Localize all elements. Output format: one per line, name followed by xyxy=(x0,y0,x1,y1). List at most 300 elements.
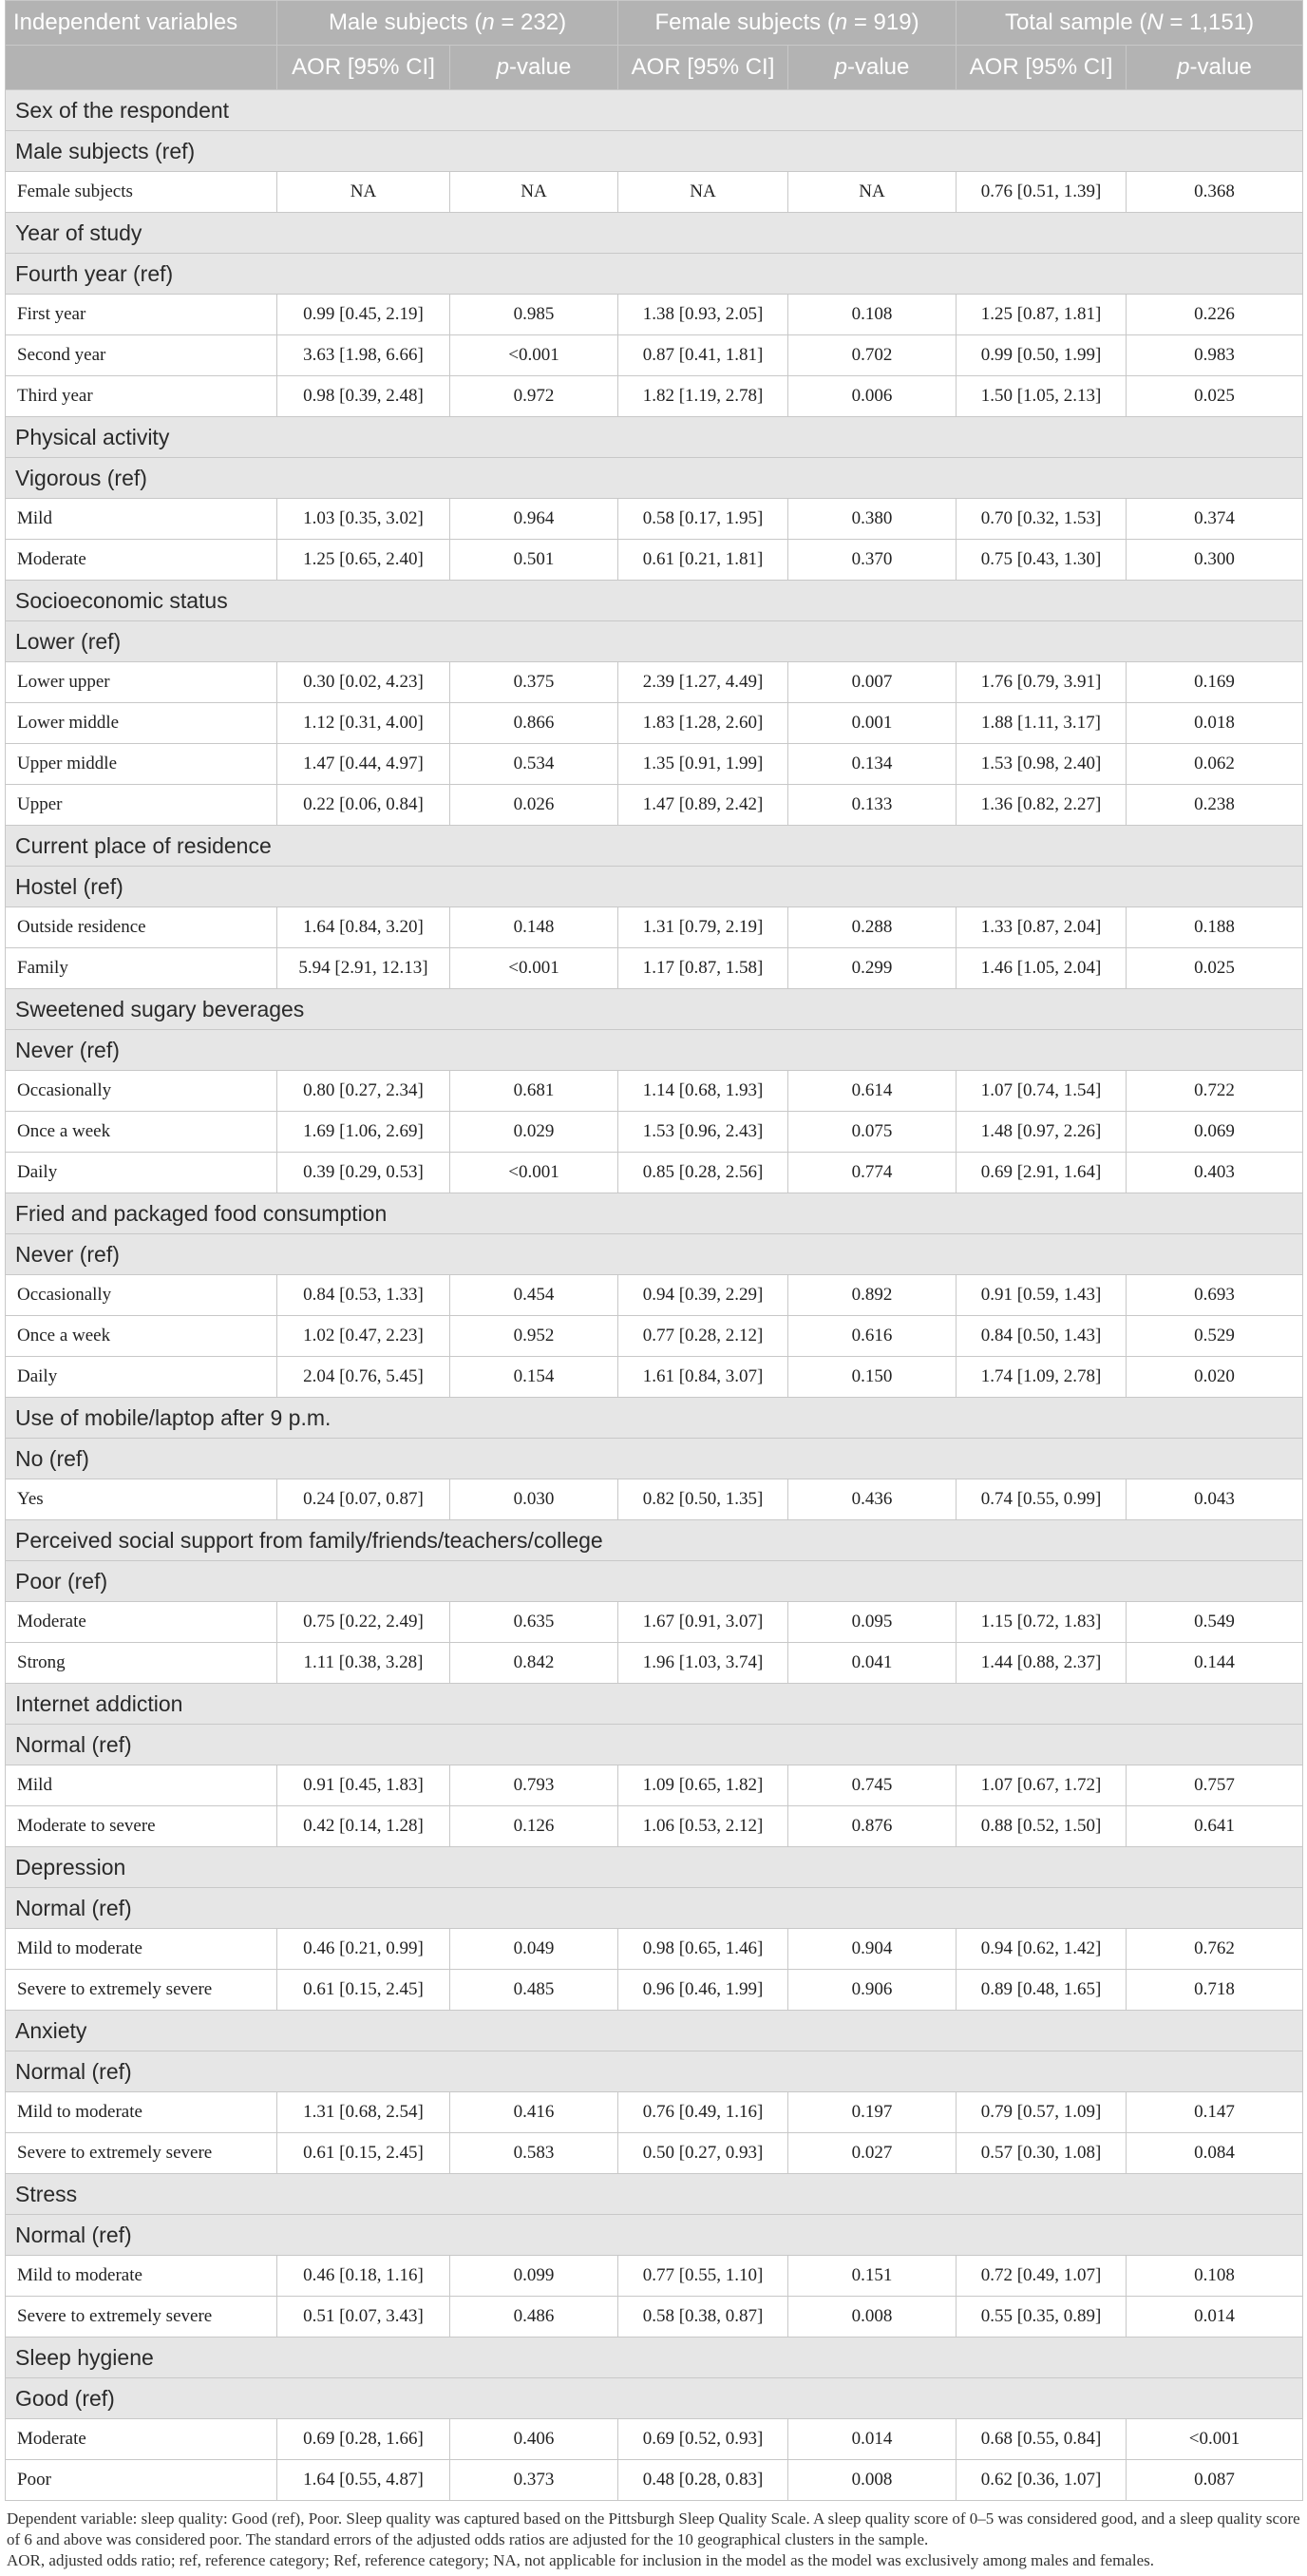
row-label: Mild to moderate xyxy=(6,1929,277,1970)
header-row-groups xyxy=(6,1,1303,46)
female-p-value-cell: 0.133 xyxy=(788,785,957,826)
male-aor-cell: 0.61 [0.15, 2.45] xyxy=(277,2133,450,2174)
female-aor-cell: 0.98 [0.65, 1.46] xyxy=(618,1929,788,1970)
section-title: Socioeconomic status xyxy=(6,581,1303,621)
male-aor-cell: 1.31 [0.68, 2.54] xyxy=(277,2092,450,2133)
reference-category: Hostel (ref) xyxy=(6,867,1303,907)
male-aor-cell: 0.69 [0.28, 1.66] xyxy=(277,2419,450,2460)
female-aor-cell: 0.69 [0.52, 0.93] xyxy=(618,2419,788,2460)
section-title: Internet addiction xyxy=(6,1684,1303,1725)
row-label: Mild to moderate xyxy=(6,2256,277,2297)
female-p-value-cell: 0.370 xyxy=(788,540,957,581)
male-p-value-cell: 0.026 xyxy=(450,785,618,826)
female-p-value-cell: 0.288 xyxy=(788,907,957,948)
total-p-value-cell: 0.108 xyxy=(1127,2256,1303,2297)
male-p-value-cell: 0.406 xyxy=(450,2419,618,2460)
total-p-value-cell: 0.226 xyxy=(1127,295,1303,335)
male-aor-cell: 0.42 [0.14, 1.28] xyxy=(277,1806,450,1847)
total-p-value-cell: 0.529 xyxy=(1127,1316,1303,1357)
footnotes xyxy=(5,2509,1302,2571)
male-p-value-cell: 0.126 xyxy=(450,1806,618,1847)
section-header-row xyxy=(6,1193,1303,1234)
male-aor-cell: 0.61 [0.15, 2.45] xyxy=(277,1970,450,2011)
reference-category: Fourth year (ref) xyxy=(6,254,1303,295)
total-p-value-cell: 0.020 xyxy=(1127,1357,1303,1398)
total-aor-cell: 0.91 [0.59, 1.43] xyxy=(957,1275,1127,1316)
total-p-value-cell: 0.025 xyxy=(1127,948,1303,989)
section-header-row xyxy=(6,826,1303,867)
total-p-value-cell: 0.147 xyxy=(1127,2092,1303,2133)
female-p-value-cell: 0.745 xyxy=(788,1765,957,1806)
total-p-value-cell: 0.368 xyxy=(1127,172,1303,213)
total-p-value-cell: 0.014 xyxy=(1127,2297,1303,2337)
female-aor-cell: 1.09 [0.65, 1.82] xyxy=(618,1765,788,1806)
table-body xyxy=(6,90,1303,2501)
table-row xyxy=(6,948,1303,989)
total-aor-cell: 1.25 [0.87, 1.81] xyxy=(957,295,1127,335)
row-label: Upper middle xyxy=(6,744,277,785)
female-aor-cell: 0.87 [0.41, 1.81] xyxy=(618,335,788,376)
section-header-row xyxy=(6,1398,1303,1439)
reference-category-row xyxy=(6,2215,1303,2256)
table-row xyxy=(6,1316,1303,1357)
reference-category: Poor (ref) xyxy=(6,1561,1303,1602)
male-aor-cell: 0.91 [0.45, 1.83] xyxy=(277,1765,450,1806)
table-row xyxy=(6,172,1303,213)
total-p-value-cell: 0.300 xyxy=(1127,540,1303,581)
female-aor-cell: 0.77 [0.28, 2.12] xyxy=(618,1316,788,1357)
male-aor-cell: 1.69 [1.06, 2.69] xyxy=(277,1112,450,1153)
total-p-value-cell: 0.062 xyxy=(1127,744,1303,785)
row-label: Once a week xyxy=(6,1316,277,1357)
reference-category-row xyxy=(6,1888,1303,1929)
female-p-value-cell: 0.876 xyxy=(788,1806,957,1847)
reference-category-row xyxy=(6,254,1303,295)
total-p-value-cell: 0.018 xyxy=(1127,703,1303,744)
total-p-value-cell: 0.169 xyxy=(1127,662,1303,703)
total-p-value-cell: 0.043 xyxy=(1127,1479,1303,1520)
total-p-value-cell: 0.374 xyxy=(1127,499,1303,540)
section-header-row xyxy=(6,213,1303,254)
male-p-value-cell: 0.583 xyxy=(450,2133,618,2174)
reference-category-row xyxy=(6,458,1303,499)
male-aor-cell: 0.84 [0.53, 1.33] xyxy=(277,1275,450,1316)
female-aor-cell: 1.61 [0.84, 3.07] xyxy=(618,1357,788,1398)
table-row xyxy=(6,1602,1303,1643)
footnote-dependent-variable: Dependent variable: sleep quality: Good (ref), Poor. Sleep quality was captured based on the Pittsburgh Sleep Quality Scale. A sleep quality score of 0–5 was considered good, and a sleep quality score of 6 and above was considered poor. The standard errors of the adjusted odds ratios are adjusted for the 10 geographical clusters in the sample. xyxy=(7,2509,1300,2548)
total-aor-cell: 1.53 [0.98, 2.40] xyxy=(957,744,1127,785)
female-aor-cell: 1.35 [0.91, 1.99] xyxy=(618,744,788,785)
total-p-value-cell: 0.722 xyxy=(1127,1071,1303,1112)
table-row xyxy=(6,2297,1303,2337)
total-aor-cell: 1.46 [1.05, 2.04] xyxy=(957,948,1127,989)
section-header-row xyxy=(6,90,1303,131)
male-aor-cell: 1.03 [0.35, 3.02] xyxy=(277,499,450,540)
total-p-value-cell: 0.718 xyxy=(1127,1970,1303,2011)
table-row xyxy=(6,335,1303,376)
female-aor-cell: 1.96 [1.03, 3.74] xyxy=(618,1643,788,1684)
female-aor-cell: 0.50 [0.27, 0.93] xyxy=(618,2133,788,2174)
male-p-value-cell: <0.001 xyxy=(450,1153,618,1193)
female-aor-cell: 1.53 [0.96, 2.43] xyxy=(618,1112,788,1153)
male-aor-cell: 0.98 [0.39, 2.48] xyxy=(277,376,450,417)
header-row-columns xyxy=(6,46,1303,90)
male-p-value-cell: 0.534 xyxy=(450,744,618,785)
total-p-value-cell: 0.641 xyxy=(1127,1806,1303,1847)
female-p-value-cell: 0.616 xyxy=(788,1316,957,1357)
total-aor-cell: 1.74 [1.09, 2.78] xyxy=(957,1357,1127,1398)
female-aor-cell: 0.94 [0.39, 2.29] xyxy=(618,1275,788,1316)
female-p-value-cell: NA xyxy=(788,172,957,213)
female-p-value-cell: 0.095 xyxy=(788,1602,957,1643)
total-p-value-cell: 0.069 xyxy=(1127,1112,1303,1153)
female-p-value-cell: 0.892 xyxy=(788,1275,957,1316)
row-label: Female subjects xyxy=(6,172,277,213)
female-p-value-cell: 0.436 xyxy=(788,1479,957,1520)
reference-category: Normal (ref) xyxy=(6,2051,1303,2092)
header-group-total: Total sample (N = 1,151) xyxy=(957,1,1303,46)
female-aor-cell: 1.14 [0.68, 1.93] xyxy=(618,1071,788,1112)
table-row xyxy=(6,1112,1303,1153)
male-p-value-cell: 0.842 xyxy=(450,1643,618,1684)
section-header-row xyxy=(6,1520,1303,1561)
total-aor-cell: 1.88 [1.11, 3.17] xyxy=(957,703,1127,744)
male-p-value-cell: 0.964 xyxy=(450,499,618,540)
table-row xyxy=(6,1357,1303,1398)
female-p-value-cell: 0.904 xyxy=(788,1929,957,1970)
male-p-value-cell: 0.485 xyxy=(450,1970,618,2011)
row-label: Mild xyxy=(6,1765,277,1806)
row-label: Severe to extremely severe xyxy=(6,2133,277,2174)
total-aor-cell: 1.07 [0.67, 1.72] xyxy=(957,1765,1127,1806)
row-label: Third year xyxy=(6,376,277,417)
total-p-value-cell: 0.084 xyxy=(1127,2133,1303,2174)
male-aor-cell: 1.47 [0.44, 4.97] xyxy=(277,744,450,785)
female-p-value-cell: 0.299 xyxy=(788,948,957,989)
male-aor-cell: 1.64 [0.84, 3.20] xyxy=(277,907,450,948)
male-p-value-cell: 0.985 xyxy=(450,295,618,335)
male-p-value-cell: NA xyxy=(450,172,618,213)
table-row xyxy=(6,1643,1303,1684)
table-row xyxy=(6,2460,1303,2501)
female-aor-cell: 0.76 [0.49, 1.16] xyxy=(618,2092,788,2133)
reference-category-row xyxy=(6,867,1303,907)
reference-category: Normal (ref) xyxy=(6,1888,1303,1929)
male-aor-cell: 0.46 [0.18, 1.16] xyxy=(277,2256,450,2297)
header-p-value: p-value xyxy=(788,46,957,90)
female-p-value-cell: 0.134 xyxy=(788,744,957,785)
reference-category: No (ref) xyxy=(6,1439,1303,1479)
female-p-value-cell: 0.014 xyxy=(788,2419,957,2460)
total-aor-cell: 1.48 [0.97, 2.26] xyxy=(957,1112,1127,1153)
table-row xyxy=(6,1765,1303,1806)
reference-category-row xyxy=(6,2051,1303,2092)
female-p-value-cell: 0.007 xyxy=(788,662,957,703)
total-aor-cell: 0.84 [0.50, 1.43] xyxy=(957,1316,1127,1357)
total-p-value-cell: 0.757 xyxy=(1127,1765,1303,1806)
total-p-value-cell: 0.025 xyxy=(1127,376,1303,417)
male-p-value-cell: 0.454 xyxy=(450,1275,618,1316)
total-aor-cell: 0.68 [0.55, 0.84] xyxy=(957,2419,1127,2460)
section-header-row xyxy=(6,2174,1303,2215)
reference-category: Normal (ref) xyxy=(6,1725,1303,1765)
female-aor-cell: 1.31 [0.79, 2.19] xyxy=(618,907,788,948)
reference-category: Never (ref) xyxy=(6,1030,1303,1071)
female-p-value-cell: 0.041 xyxy=(788,1643,957,1684)
male-aor-cell: NA xyxy=(277,172,450,213)
header-aor: AOR [95% CI] xyxy=(957,46,1127,90)
total-aor-cell: 1.07 [0.74, 1.54] xyxy=(957,1071,1127,1112)
row-label: Daily xyxy=(6,1357,277,1398)
header-group-female: Female subjects (n = 919) xyxy=(618,1,957,46)
row-label: Second year xyxy=(6,335,277,376)
female-p-value-cell: 0.108 xyxy=(788,295,957,335)
total-aor-cell: 0.99 [0.50, 1.99] xyxy=(957,335,1127,376)
female-aor-cell: 0.82 [0.50, 1.35] xyxy=(618,1479,788,1520)
male-aor-cell: 2.04 [0.76, 5.45] xyxy=(277,1357,450,1398)
male-aor-cell: 1.64 [0.55, 4.87] xyxy=(277,2460,450,2501)
male-aor-cell: 5.94 [2.91, 12.13] xyxy=(277,948,450,989)
row-label: Outside residence xyxy=(6,907,277,948)
row-label: Occasionally xyxy=(6,1071,277,1112)
total-aor-cell: 0.57 [0.30, 1.08] xyxy=(957,2133,1127,2174)
female-p-value-cell: 0.197 xyxy=(788,2092,957,2133)
row-label: Poor xyxy=(6,2460,277,2501)
total-aor-cell: 0.79 [0.57, 1.09] xyxy=(957,2092,1127,2133)
female-aor-cell: 1.47 [0.89, 2.42] xyxy=(618,785,788,826)
row-label: Occasionally xyxy=(6,1275,277,1316)
header-aor: AOR [95% CI] xyxy=(277,46,450,90)
male-p-value-cell: 0.866 xyxy=(450,703,618,744)
female-p-value-cell: 0.614 xyxy=(788,1071,957,1112)
section-header-row xyxy=(6,1847,1303,1888)
row-label: Mild to moderate xyxy=(6,2092,277,2133)
male-aor-cell: 1.02 [0.47, 2.23] xyxy=(277,1316,450,1357)
total-aor-cell: 0.70 [0.32, 1.53] xyxy=(957,499,1127,540)
section-title: Current place of residence xyxy=(6,826,1303,867)
total-p-value-cell: <0.001 xyxy=(1127,2419,1303,2460)
section-header-row xyxy=(6,2011,1303,2051)
reference-category: Good (ref) xyxy=(6,2378,1303,2419)
row-label: Strong xyxy=(6,1643,277,1684)
total-aor-cell: 0.69 [2.91, 1.64] xyxy=(957,1153,1127,1193)
row-label: Moderate xyxy=(6,540,277,581)
female-p-value-cell: 0.774 xyxy=(788,1153,957,1193)
header-independent-variables: Independent variables xyxy=(6,1,277,46)
header-blank xyxy=(6,46,277,90)
total-p-value-cell: 0.403 xyxy=(1127,1153,1303,1193)
row-label: Upper xyxy=(6,785,277,826)
female-aor-cell: 0.58 [0.17, 1.95] xyxy=(618,499,788,540)
male-aor-cell: 0.30 [0.02, 4.23] xyxy=(277,662,450,703)
row-label: Lower upper xyxy=(6,662,277,703)
female-aor-cell: NA xyxy=(618,172,788,213)
male-p-value-cell: 0.486 xyxy=(450,2297,618,2337)
footnote-abbreviations: AOR, adjusted odds ratio; ref, reference category; Ref, reference category; NA, not applicable for inclusion in the model as the model was exclusively among males and females. xyxy=(7,2551,1154,2569)
female-p-value-cell: 0.151 xyxy=(788,2256,957,2297)
row-label: Moderate xyxy=(6,1602,277,1643)
section-header-row xyxy=(6,1684,1303,1725)
male-p-value-cell: 0.375 xyxy=(450,662,618,703)
male-aor-cell: 0.24 [0.07, 0.87] xyxy=(277,1479,450,1520)
female-aor-cell: 0.61 [0.21, 1.81] xyxy=(618,540,788,581)
table-row xyxy=(6,907,1303,948)
row-label: Severe to extremely severe xyxy=(6,2297,277,2337)
header-p-value: p-value xyxy=(1127,46,1303,90)
male-p-value-cell: 0.681 xyxy=(450,1071,618,1112)
total-aor-cell: 1.44 [0.88, 2.37] xyxy=(957,1643,1127,1684)
female-aor-cell: 1.82 [1.19, 2.78] xyxy=(618,376,788,417)
female-aor-cell: 1.06 [0.53, 2.12] xyxy=(618,1806,788,1847)
reference-category-row xyxy=(6,131,1303,172)
female-p-value-cell: 0.906 xyxy=(788,1970,957,2011)
male-aor-cell: 0.51 [0.07, 3.43] xyxy=(277,2297,450,2337)
female-p-value-cell: 0.380 xyxy=(788,499,957,540)
row-label: Mild xyxy=(6,499,277,540)
row-label: Yes xyxy=(6,1479,277,1520)
table-row xyxy=(6,744,1303,785)
section-title: Stress xyxy=(6,2174,1303,2215)
reference-category: Never (ref) xyxy=(6,1234,1303,1275)
total-aor-cell: 0.89 [0.48, 1.65] xyxy=(957,1970,1127,2011)
total-p-value-cell: 0.188 xyxy=(1127,907,1303,948)
reference-category-row xyxy=(6,621,1303,662)
male-aor-cell: 0.99 [0.45, 2.19] xyxy=(277,295,450,335)
section-title: Sleep hygiene xyxy=(6,2337,1303,2378)
table-row xyxy=(6,2133,1303,2174)
male-aor-cell: 0.75 [0.22, 2.49] xyxy=(277,1602,450,1643)
total-aor-cell: 1.15 [0.72, 1.83] xyxy=(957,1602,1127,1643)
female-p-value-cell: 0.702 xyxy=(788,335,957,376)
table-row xyxy=(6,499,1303,540)
female-aor-cell: 0.85 [0.28, 2.56] xyxy=(618,1153,788,1193)
total-p-value-cell: 0.238 xyxy=(1127,785,1303,826)
total-aor-cell: 0.75 [0.43, 1.30] xyxy=(957,540,1127,581)
results-table xyxy=(5,0,1303,2501)
male-aor-cell: 1.25 [0.65, 2.40] xyxy=(277,540,450,581)
row-label: Moderate to severe xyxy=(6,1806,277,1847)
table-row xyxy=(6,1071,1303,1112)
female-p-value-cell: 0.075 xyxy=(788,1112,957,1153)
total-aor-cell: 1.33 [0.87, 2.04] xyxy=(957,907,1127,948)
header-group-male: Male subjects (n = 232) xyxy=(277,1,618,46)
row-label: Daily xyxy=(6,1153,277,1193)
table-row xyxy=(6,1929,1303,1970)
male-p-value-cell: <0.001 xyxy=(450,335,618,376)
section-header-row xyxy=(6,417,1303,458)
total-aor-cell: 0.76 [0.51, 1.39] xyxy=(957,172,1127,213)
row-label: Moderate xyxy=(6,2419,277,2460)
male-aor-cell: 0.46 [0.21, 0.99] xyxy=(277,1929,450,1970)
reference-category-row xyxy=(6,2378,1303,2419)
table-container xyxy=(5,0,1302,2571)
total-p-value-cell: 0.693 xyxy=(1127,1275,1303,1316)
reference-category: Male subjects (ref) xyxy=(6,131,1303,172)
total-aor-cell: 0.62 [0.36, 1.07] xyxy=(957,2460,1127,2501)
table-row xyxy=(6,376,1303,417)
row-label: Family xyxy=(6,948,277,989)
female-aor-cell: 0.48 [0.28, 0.83] xyxy=(618,2460,788,2501)
female-aor-cell: 0.96 [0.46, 1.99] xyxy=(618,1970,788,2011)
reference-category-row xyxy=(6,1439,1303,1479)
table-row xyxy=(6,295,1303,335)
total-aor-cell: 0.55 [0.35, 0.89] xyxy=(957,2297,1127,2337)
header-aor: AOR [95% CI] xyxy=(618,46,788,90)
total-aor-cell: 1.36 [0.82, 2.27] xyxy=(957,785,1127,826)
male-aor-cell: 1.11 [0.38, 3.28] xyxy=(277,1643,450,1684)
male-p-value-cell: 0.793 xyxy=(450,1765,618,1806)
total-aor-cell: 1.50 [1.05, 2.13] xyxy=(957,376,1127,417)
female-p-value-cell: 0.027 xyxy=(788,2133,957,2174)
section-title: Sex of the respondent xyxy=(6,90,1303,131)
male-p-value-cell: 0.416 xyxy=(450,2092,618,2133)
male-aor-cell: 0.39 [0.29, 0.53] xyxy=(277,1153,450,1193)
female-p-value-cell: 0.008 xyxy=(788,2297,957,2337)
table-row xyxy=(6,2419,1303,2460)
reference-category: Normal (ref) xyxy=(6,2215,1303,2256)
section-header-row xyxy=(6,989,1303,1030)
table-row xyxy=(6,1806,1303,1847)
male-p-value-cell: 0.148 xyxy=(450,907,618,948)
table-row xyxy=(6,2256,1303,2297)
male-p-value-cell: 0.099 xyxy=(450,2256,618,2297)
male-p-value-cell: <0.001 xyxy=(450,948,618,989)
female-p-value-cell: 0.001 xyxy=(788,703,957,744)
male-p-value-cell: 0.154 xyxy=(450,1357,618,1398)
female-aor-cell: 1.38 [0.93, 2.05] xyxy=(618,295,788,335)
male-aor-cell: 1.12 [0.31, 4.00] xyxy=(277,703,450,744)
section-header-row xyxy=(6,581,1303,621)
section-header-row xyxy=(6,2337,1303,2378)
row-label: Severe to extremely severe xyxy=(6,1970,277,2011)
male-aor-cell: 0.22 [0.06, 0.84] xyxy=(277,785,450,826)
reference-category-row xyxy=(6,1030,1303,1071)
male-p-value-cell: 0.373 xyxy=(450,2460,618,2501)
section-title: Year of study xyxy=(6,213,1303,254)
male-aor-cell: 0.80 [0.27, 2.34] xyxy=(277,1071,450,1112)
row-label: Once a week xyxy=(6,1112,277,1153)
row-label: First year xyxy=(6,295,277,335)
reference-category: Lower (ref) xyxy=(6,621,1303,662)
table-row xyxy=(6,662,1303,703)
female-aor-cell: 1.17 [0.87, 1.58] xyxy=(618,948,788,989)
reference-category-row xyxy=(6,1561,1303,1602)
female-p-value-cell: 0.150 xyxy=(788,1357,957,1398)
male-p-value-cell: 0.635 xyxy=(450,1602,618,1643)
total-p-value-cell: 0.983 xyxy=(1127,335,1303,376)
total-p-value-cell: 0.144 xyxy=(1127,1643,1303,1684)
total-aor-cell: 0.94 [0.62, 1.42] xyxy=(957,1929,1127,1970)
total-aor-cell: 0.72 [0.49, 1.07] xyxy=(957,2256,1127,2297)
female-aor-cell: 0.77 [0.55, 1.10] xyxy=(618,2256,788,2297)
section-title: Physical activity xyxy=(6,417,1303,458)
male-p-value-cell: 0.501 xyxy=(450,540,618,581)
table-row xyxy=(6,1970,1303,2011)
reference-category: Vigorous (ref) xyxy=(6,458,1303,499)
total-aor-cell: 0.74 [0.55, 0.99] xyxy=(957,1479,1127,1520)
male-p-value-cell: 0.029 xyxy=(450,1112,618,1153)
total-aor-cell: 1.76 [0.79, 3.91] xyxy=(957,662,1127,703)
female-aor-cell: 1.67 [0.91, 3.07] xyxy=(618,1602,788,1643)
male-p-value-cell: 0.972 xyxy=(450,376,618,417)
section-title: Sweetened sugary beverages xyxy=(6,989,1303,1030)
section-title: Perceived social support from family/friends/teachers/college xyxy=(6,1520,1303,1561)
male-p-value-cell: 0.952 xyxy=(450,1316,618,1357)
reference-category-row xyxy=(6,1725,1303,1765)
row-label: Lower middle xyxy=(6,703,277,744)
female-p-value-cell: 0.006 xyxy=(788,376,957,417)
female-p-value-cell: 0.008 xyxy=(788,2460,957,2501)
